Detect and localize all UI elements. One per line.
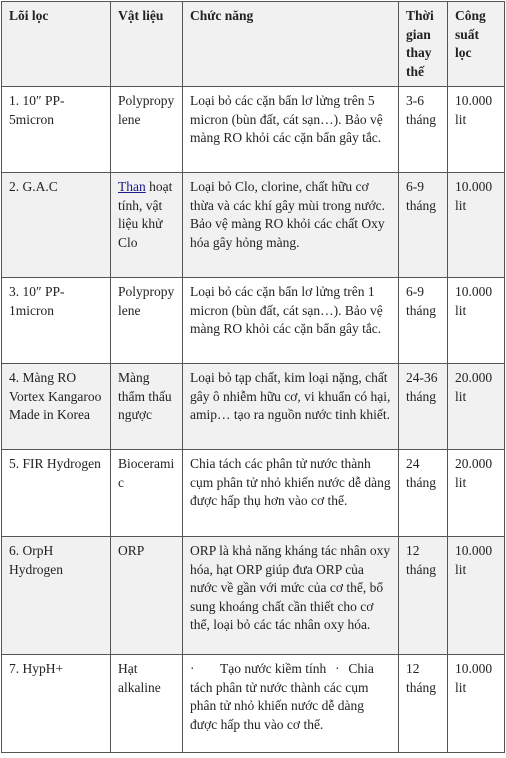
- time-cell: 12 tháng: [399, 537, 448, 655]
- time-cell: 24 tháng: [399, 450, 448, 537]
- table-row: [2, 364, 505, 450]
- function-bullet-text: Chia tách phân tử nước thành các cụm phân tử nhỏ khiến nước dễ dàng được hấp thu vào cơ thể.: [190, 661, 374, 732]
- header-material: Vật liệu: [111, 2, 183, 87]
- filter-cell: 4. Màng RO Vortex Kangaroo Made in Korea: [2, 364, 111, 450]
- filter-cell: 6. OrpH Hydrogen: [2, 537, 111, 655]
- table-row: [2, 87, 505, 173]
- function-cell: [183, 655, 399, 753]
- table-row: [2, 173, 505, 278]
- time-cell: 12 tháng: [399, 655, 448, 753]
- material-cell: [111, 173, 183, 278]
- time-cell: 6-9 tháng: [399, 278, 448, 364]
- table-header-row: [2, 2, 505, 87]
- capacity-cell: 20.000 lit: [448, 364, 505, 450]
- time-cell: 24-36 tháng: [399, 364, 448, 450]
- header-filter: Lõi lọc: [2, 2, 111, 87]
- header-capacity: Công suất lọc: [448, 2, 505, 87]
- function-cell: ORP là khả năng kháng tác nhân oxy hóa, hạt ORP giúp đưa ORP của nước về gần với mức của cơ thể, bổ sung khoáng chất cần thiết cho cơ thể, loại bỏ các tác nhân oxy hóa.: [183, 537, 399, 655]
- material-text: hoạt tính, vật liệu khử Clo: [118, 179, 173, 250]
- capacity-cell: 10.000 lit: [448, 655, 505, 753]
- function-bullet-text: Tạo nước kiềm tính: [220, 661, 327, 676]
- material-cell: ORP: [111, 537, 183, 655]
- capacity-cell: 10.000 lit: [448, 87, 505, 173]
- time-cell: 3-6 tháng: [399, 87, 448, 173]
- header-replacement-time: Thời gian thay thế: [399, 2, 448, 87]
- time-cell: 6-9 tháng: [399, 173, 448, 278]
- function-cell: Loại bỏ Clo, clorine, chất hữu cơ thừa và các khí gây mùi trong nước. Bảo vệ màng RO khỏi các chất Oxy hóa gây hỏng màng.: [183, 173, 399, 278]
- function-cell: Loại bỏ các cặn bẩn lơ lửng trên 1 micron (bùn đất, cát sạn…). Bảo vệ màng RO khỏi các cặn bẩn gây tắc.: [183, 278, 399, 364]
- function-cell: Loại bỏ tạp chất, kim loại nặng, chất gây ô nhiễm hữu cơ, vi khuẩn có hại, amip… tạo ra nguồn nước tinh khiết.: [183, 364, 399, 450]
- filter-cell: 2. G.A.C: [2, 173, 111, 278]
- table-row: [2, 537, 505, 655]
- material-cell: Màng thẩm thấu ngược: [111, 364, 183, 450]
- capacity-cell: 20.000 lit: [448, 450, 505, 537]
- material-cell: Bioceramic: [111, 450, 183, 537]
- function-cell: Chia tách các phân tử nước thành cụm phân tử nhỏ khiến nước dễ dàng được hấp thụ hơn vào cơ thể.: [183, 450, 399, 537]
- capacity-cell: 10.000 lit: [448, 537, 505, 655]
- filter-cell: 5. FIR Hydrogen: [2, 450, 111, 537]
- header-function: Chức năng: [183, 2, 399, 87]
- filter-cell: 1. 10″ PP-5micron: [2, 87, 111, 173]
- material-cell: Polypropylene: [111, 87, 183, 173]
- function-cell: Loại bỏ các cặn bẩn lơ lửng trên 5 micron (bùn đất, cát sạn…). Bảo vệ màng RO khỏi các cặn bẩn gây tắc.: [183, 87, 399, 173]
- capacity-cell: 10.000 lit: [448, 278, 505, 364]
- filter-cell: 3. 10″ PP-1micron: [2, 278, 111, 364]
- bullet-glyph: ·: [335, 661, 340, 676]
- filter-cell: 7. HypH+: [2, 655, 111, 753]
- table-row: [2, 450, 505, 537]
- material-cell: Hạt alkaline: [111, 655, 183, 753]
- filter-spec-table: [1, 1, 505, 753]
- material-link[interactable]: Than: [118, 179, 146, 194]
- capacity-cell: 10.000 lit: [448, 173, 505, 278]
- table-row: [2, 278, 505, 364]
- bullet-glyph: ·: [190, 661, 195, 676]
- material-cell: Polypropylene: [111, 278, 183, 364]
- table-row: [2, 655, 505, 753]
